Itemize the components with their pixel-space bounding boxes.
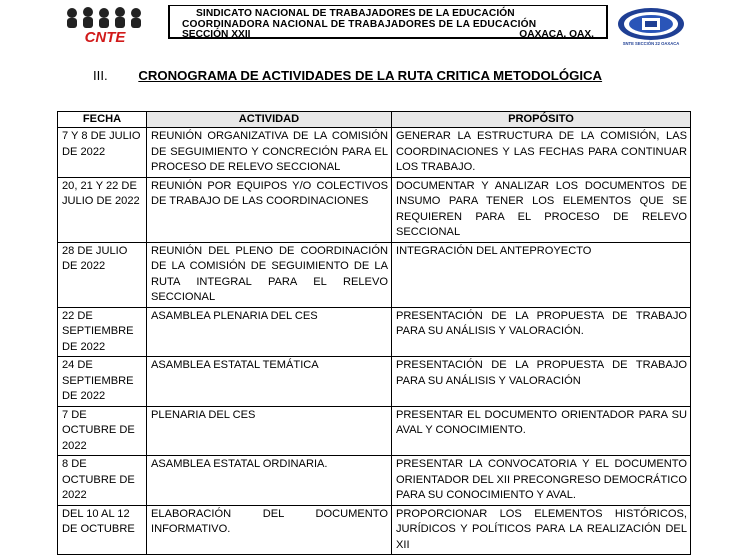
proposito-cell: DOCUMENTAR Y ANALIZAR LOS DOCUMENTOS DE INSUMO PARA TENER LOS ELEMENTOS QUE SE REQUIEREN PARA EL PROCESO DE RELEVO SECCIONAL bbox=[392, 177, 691, 242]
column-header-fecha: FECHA bbox=[58, 112, 147, 128]
schedule-table bbox=[57, 111, 691, 555]
fecha-cell: 20, 21 Y 22 DE JULIO DE 2022 bbox=[58, 177, 147, 242]
table-header-row bbox=[58, 112, 691, 128]
section-title bbox=[93, 68, 713, 83]
actividad-cell: ELABORACIÓN DEL DOCUMENTO INFORMATIVO. bbox=[147, 505, 392, 555]
actividad-cell: PLENARIA DEL CES bbox=[147, 406, 392, 456]
cnte-logo bbox=[56, 4, 154, 44]
city-name: OAXACA, OAX. bbox=[519, 29, 594, 40]
proposito-cell: PRESENTAR LA CONVOCATORIA Y EL DOCUMENTO ORIENTADOR DEL XII PRECONGRESO DEMOCRÁTICO PARA SU CONOCIMIENTO Y AVAL. bbox=[392, 456, 691, 506]
table-row bbox=[58, 128, 691, 178]
fecha-cell: 8 DE OCTUBRE DE 2022 bbox=[58, 456, 147, 506]
snte-logo-text: SNTE SECCIÓN 22 OAXACA bbox=[622, 41, 680, 46]
table-row bbox=[58, 242, 691, 307]
union-name: SINDICATO NACIONAL DE TRABAJADORES DE LA EDUCACIÓN bbox=[196, 8, 515, 19]
column-header-proposito: PROPÓSITO bbox=[392, 112, 691, 128]
proposito-cell: INTEGRACIÓN DEL ANTEPROYECTO bbox=[392, 242, 691, 307]
table-row bbox=[58, 177, 691, 242]
cnte-logo-text: CNTE bbox=[84, 29, 126, 44]
proposito-cell: PROPORCIONAR LOS ELEMENTOS HISTÓRICOS, JURÍDICOS Y POLÍTICOS PARA LA REALIZACIÓN DEL XII bbox=[392, 505, 691, 555]
proposito-cell: PRESENTACIÓN DE LA PROPUESTA DE TRABAJO PARA SU ANÁLISIS Y VALORACIÓN bbox=[392, 357, 691, 407]
union-header-box bbox=[168, 5, 608, 39]
actividad-cell: REUNIÓN DEL PLENO DE COORDINACIÓN DE LA COMISIÓN DE SEGUIMIENTO DE LA RUTA INTEGRAL PARA EL RELEVO SECCIONAL bbox=[147, 242, 392, 307]
fecha-cell: 7 DE OCTUBRE DE 2022 bbox=[58, 406, 147, 456]
actividad-cell: ASAMBLEA ESTATAL ORDINARIA. bbox=[147, 456, 392, 506]
proposito-cell: GENERAR LA ESTRUCTURA DE LA COMISIÓN, LAS COORDINACIONES Y LAS FECHAS PARA CONTINUAR LOS TRABAJO. bbox=[392, 128, 691, 178]
section-name: SECCIÓN XXII bbox=[182, 29, 251, 40]
section-title-text: CRONOGRAMA DE ACTIVIDADES DE LA RUTA CRITICA METODOLÓGICA bbox=[138, 68, 603, 83]
proposito-cell: PRESENTACIÓN DE LA PROPUESTA DE TRABAJO PARA SU ANÁLISIS Y VALORACIÓN. bbox=[392, 307, 691, 357]
actividad-cell: REUNIÓN ORGANIZATIVA DE LA COMISIÓN DE SEGUIMIENTO Y CONCRECIÓN PARA EL PROCESO DE RELEVO SECCIONAL bbox=[147, 128, 392, 178]
section-number: III. bbox=[93, 68, 108, 83]
actividad-cell: ASAMBLEA ESTATAL TEMÁTICA bbox=[147, 357, 392, 407]
table-row bbox=[58, 406, 691, 456]
fecha-cell: DEL 10 AL 12 DE OCTUBRE bbox=[58, 505, 147, 555]
table-row bbox=[58, 357, 691, 407]
table-row bbox=[58, 307, 691, 357]
snte-seccion-22-logo bbox=[616, 6, 686, 46]
fecha-cell: 28 DE JULIO DE 2022 bbox=[58, 242, 147, 307]
column-header-actividad: ACTIVIDAD bbox=[147, 112, 392, 128]
actividad-cell: REUNIÓN POR EQUIPOS Y/O COLECTIVOS DE TRABAJO DE LAS COORDINACIONES bbox=[147, 177, 392, 242]
document-header bbox=[0, 0, 741, 50]
coordinator-name: COORDINADORA NACIONAL DE TRABAJADORES DE LA EDUCACIÓN bbox=[182, 18, 537, 30]
actividad-cell: ASAMBLEA PLENARIA DEL CES bbox=[147, 307, 392, 357]
fecha-cell: 7 Y 8 DE JULIO DE 2022 bbox=[58, 128, 147, 178]
proposito-cell: PRESENTAR EL DOCUMENTO ORIENTADOR PARA SU AVAL Y CONOCIMIENTO. bbox=[392, 406, 691, 456]
table-row bbox=[58, 505, 691, 555]
fecha-cell: 24 DE SEPTIEMBRE DE 2022 bbox=[58, 357, 147, 407]
table-row bbox=[58, 456, 691, 506]
fecha-cell: 22 DE SEPTIEMBRE DE 2022 bbox=[58, 307, 147, 357]
